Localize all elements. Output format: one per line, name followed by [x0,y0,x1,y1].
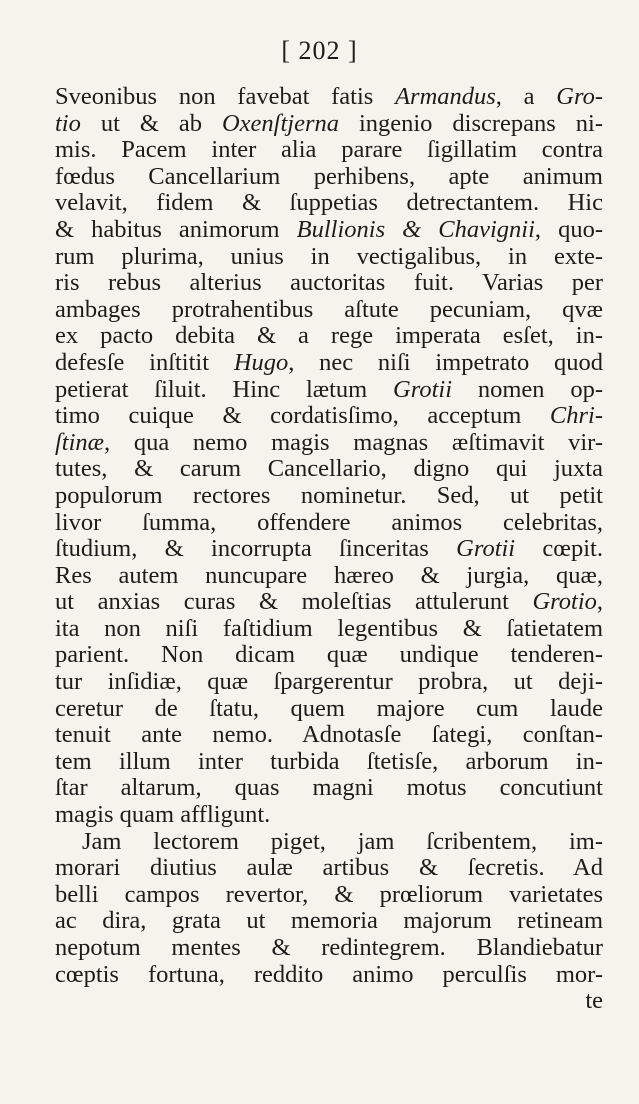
italic-span: Bullionis & Chavignii [296,215,535,243]
text-line [55,908,603,935]
italic-span: Oxenſtjerna [221,109,339,137]
text-span: Res autem nuncupare hæreo & jurgia, quæ, [55,561,603,589]
text-span: ita non niſi faſtidium legentibus & ſatietatem [55,614,603,642]
text-line [55,244,603,271]
text-line [55,882,603,909]
text-line [55,536,603,563]
text-line [55,510,603,537]
text-span: tur inſidiæ, quæ ſpargerentur probra, ut deji- [55,668,603,696]
text-line [55,563,603,590]
text-span: & habitus animorum [55,215,297,243]
text-span: ſtar altarum, quas magni motus concutiunt [55,774,603,802]
text-span: ris rebus alterius auctoritas fuit. Varias per [55,269,603,297]
text-line [55,164,603,191]
text-span: te [585,987,603,1015]
text-line [55,855,603,882]
text-span: defesſe inſtitit [55,348,234,376]
text-span: populorum rectores nominetur. Sed, ut petit [55,481,603,509]
text-line [55,483,603,510]
text-line [55,722,603,749]
text-span: livor ſumma, offendere animos celebritas, [55,508,603,536]
text-line [55,217,603,244]
text-line [55,270,603,297]
italic-span: Gro- [556,83,603,110]
text-line [55,377,603,404]
text-line [55,616,603,643]
text-line [55,137,603,164]
text-line [55,642,603,669]
text-span: belli campos revertor, & prœliorum varietates [55,880,603,908]
text-span: petierat ſiluit. Hinc lætum [55,375,394,403]
body-text [55,84,603,1015]
text-span: nepotum mentes & redintegrem. Blandiebatur [55,934,603,961]
text-span: tenuit ante nemo. Adnotasſe ſategi, conſtan- [55,721,603,749]
italic-span: Grotii [393,375,453,403]
text-line [55,297,603,324]
text-span: cœptis fortuna, reddito animo perculſis mor- [55,960,603,988]
italic-span: Hugo [233,348,289,376]
text-span: rum plurima, unius in vectigalibus, in exte- [55,242,603,270]
italic-span: Armandus [395,83,496,110]
text-line [55,669,603,696]
text-span: cœpit. [515,535,603,563]
text-span: qua nemo magis magnas æſtimavit vir- [110,428,603,456]
italic-span: Grotii [456,535,516,563]
text-line [55,456,603,483]
text-span: ut anxias curas & moleſtias attulerunt [55,588,533,616]
text-span: timo cuique & cordatisſimo, acceptum [55,402,550,430]
text-line [55,935,603,962]
text-span: ex pacto debita & a rege imperata esſet, in- [55,322,603,350]
text-span: velavit, fidem & ſuppetias detrectantem. Hic [55,189,603,217]
italic-span: tio [55,109,81,137]
italic-span: Chri- [549,402,603,430]
text-span: ut & ab [80,109,222,137]
text-span: , a [495,83,557,110]
text-span: ſtudium, & incorrupta ſinceritas [55,535,457,563]
text-span: Jam lectorem piget, jam ſcribentem, im- [82,827,603,855]
text-span: nomen op- [452,375,604,403]
text-span: morari diutius aulæ artibus & ſecretis. Ad [55,854,603,882]
text-line [55,775,603,802]
text-span: ceretur de ſtatu, quem majore cum laude [55,694,603,722]
text-line [55,430,603,457]
text-span: tem illum inter turbida ſtetisſe, arborum in- [55,747,603,775]
text-line [55,84,603,111]
page-number-header: [ 202 ] [281,36,358,65]
text-span: magis quam affligunt. [55,801,271,829]
text-line [55,589,603,616]
text-line [55,111,603,138]
text-span: tutes, & carum Cancellario, digno qui juxta [55,455,603,483]
text-span: ingenio discrepans ni- [338,109,603,137]
text-span: Sveonibus non favebat fatis [55,83,396,110]
text-line [55,403,603,430]
text-line [55,323,603,350]
text-line [55,962,603,989]
text-line [55,829,603,856]
text-span: ac dira, grata ut memoria majorum retineam [55,907,603,935]
catchword [55,988,603,1015]
text-line [55,350,603,377]
text-span: , nec niſi impetrato quod [288,348,603,376]
text-span: , [596,588,603,616]
text-line [55,802,603,829]
text-span: , quo- [534,215,603,243]
text-line [55,190,603,217]
text-span: fœdus Cancellarium perhibens, apte animum [55,162,603,190]
italic-span: ſtinæ, [55,428,111,456]
text-span: parient. Non dicam quæ undique tenderen- [55,641,603,669]
text-span: ambages protrahentibus aſtute pecuniam, qvæ [55,295,603,323]
italic-span: Grotio [532,588,597,616]
text-line [55,749,603,776]
text-span: mis. Pacem inter alia parare ſigillatim contra [55,136,603,164]
text-line [55,696,603,723]
